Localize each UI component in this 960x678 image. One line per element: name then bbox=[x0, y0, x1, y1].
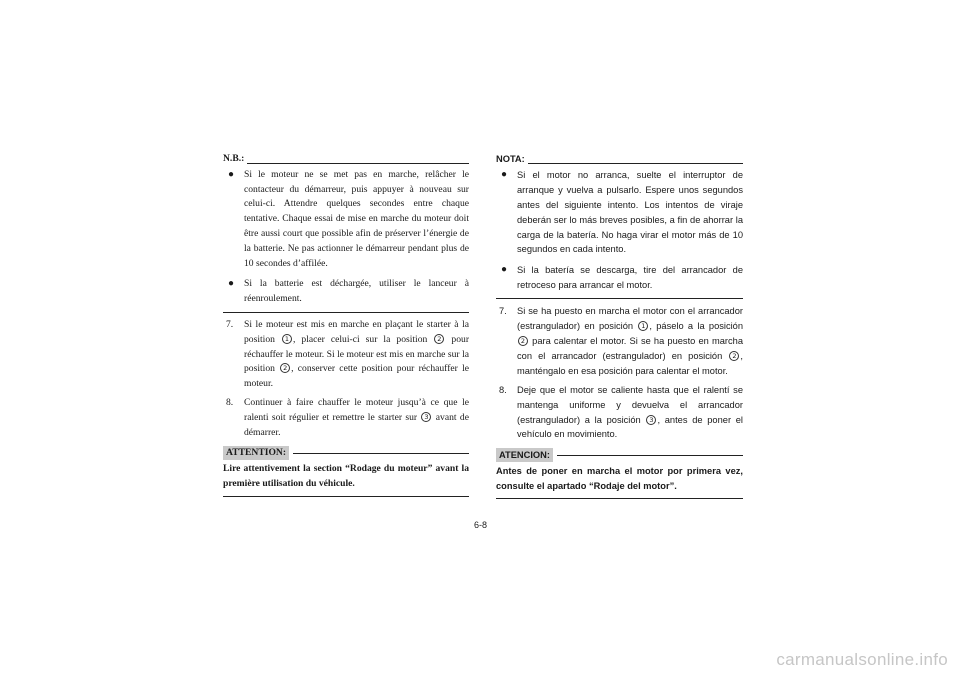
position-2-icon: 2 bbox=[434, 334, 444, 344]
fr-step-8-text-1: Continuer à faire chauffer le moteur jusqu’à ce que le ralenti soit régulier et remettre le starter sur bbox=[244, 396, 469, 423]
fr-step-7-text-1: Si le moteur est mis en marche en plaçant le starter à la position bbox=[244, 318, 469, 345]
fr-caution-rule bbox=[293, 453, 469, 454]
es-step-7-text-2: , páselo a la posición bbox=[649, 321, 744, 332]
es-note-header bbox=[496, 152, 743, 167]
fr-caution-header bbox=[223, 446, 469, 460]
fr-caution-text: Lire attentivement la section “Rodage du moteur” avant la première utilisation du véhicule. bbox=[223, 463, 469, 490]
es-step-8 bbox=[496, 383, 743, 443]
fr-step-7-text-4: , conserver cette position pour réchauffer le moteur. bbox=[244, 363, 469, 390]
es-step-7-text-4: , manténgalo en esa posición para calentar el motor. bbox=[517, 350, 743, 376]
es-note-bullet bbox=[496, 168, 743, 257]
spanish-column bbox=[496, 152, 743, 499]
es-caution-label: ATENCION: bbox=[496, 448, 553, 462]
fr-caution-end-rule bbox=[223, 496, 469, 497]
fr-note-bullet bbox=[223, 168, 469, 272]
es-step-7 bbox=[496, 304, 743, 379]
fr-note-bullet-text: Si la batterie est déchargée, utiliser le lanceur à réenroulement. bbox=[244, 278, 469, 305]
fr-step-7-text-3: pour réchauffer le moteur. Si le moteur est mis en marche sur la position bbox=[244, 333, 470, 375]
fr-step-7-text-2: , placer celui-ci sur la position bbox=[292, 333, 428, 345]
fr-step-7-number: 7. bbox=[226, 318, 234, 330]
es-step-8-number: 8. bbox=[499, 384, 507, 395]
es-caution-rule bbox=[557, 455, 743, 456]
position-1-icon: 1 bbox=[282, 334, 292, 344]
fr-note-label: N.B.: bbox=[223, 153, 245, 164]
fr-note-bullet-text: Si le moteur ne se met pas en marche, relâcher le contacteur du démarreur, puis appuyer à nouveau sur celui-ci. Attendre quelques secondes entre chaque tentative. Chaque essai de mise en marche du moteur doit être aussi court que possible afin de préserver l’énergie de la batterie. Ne pas actionner le démarreur pendant plus de 10 secondes d’affilée. bbox=[244, 168, 469, 269]
es-step-7-number: 7. bbox=[499, 306, 507, 317]
fr-caution-label: ATTENTION: bbox=[223, 446, 289, 460]
es-note-bullet-text: Si la batería se descarga, tire del arrancador de retroceso para arrancar el motor. bbox=[517, 265, 743, 291]
bullet-icon: ● bbox=[228, 168, 235, 180]
es-note-bullet-text: Si el motor no arranca, suelte el interruptor de arranque y vuelva a pulsarlo. Espere unos segundos antes del siguiente intento. Los intentos de viraje deberán ser lo más breves posibles, a fin de ahorrar la carga de la batería. No haga virar el motor más de 10 segundos en cada intento. bbox=[517, 169, 743, 255]
es-caution-text: Antes de poner en marcha el motor por primera vez, consulte el apartado “Rodaje del motor”. bbox=[496, 466, 743, 492]
page-number: 6-8 bbox=[474, 520, 488, 530]
watermark: carmanualsonline.info bbox=[776, 650, 948, 669]
position-1-icon: 1 bbox=[638, 321, 648, 331]
es-note-rule bbox=[528, 163, 743, 164]
bullet-icon: ● bbox=[501, 264, 508, 276]
position-3-icon: 3 bbox=[646, 415, 656, 425]
es-step-7-text-3: para calentar el motor. Si se ha puesto en marcha con el arrancador (estrangulador) en posición bbox=[517, 335, 743, 361]
es-step-8-text-2: , antes de poner el vehículo en movimiento. bbox=[517, 414, 743, 440]
es-note-label: NOTA: bbox=[496, 154, 525, 164]
fr-note-bullet bbox=[223, 277, 469, 307]
fr-note-rule bbox=[247, 163, 469, 164]
fr-step-8-text-2: avant de démarrer. bbox=[244, 411, 469, 438]
position-2-icon: 2 bbox=[518, 336, 528, 346]
fr-note-header bbox=[223, 152, 469, 167]
fr-step-8-number: 8. bbox=[226, 396, 234, 408]
position-3-icon: 3 bbox=[421, 412, 431, 422]
es-caution-header bbox=[496, 448, 743, 462]
fr-step-7 bbox=[223, 318, 469, 392]
french-column bbox=[223, 152, 469, 497]
es-note-bullet bbox=[496, 263, 743, 293]
es-caution-end-rule bbox=[496, 498, 743, 499]
position-2-icon: 2 bbox=[729, 351, 739, 361]
fr-note-end-rule bbox=[223, 312, 469, 313]
es-step-7-text-1: Si se ha puesto en marcha el motor con el arrancador (estrangulador) en posición bbox=[517, 306, 743, 332]
es-step-8-text-1: Deje que el motor se caliente hasta que el ralentí se mantenga uniforme y devuelva el arrancador (estrangulador) a la posición bbox=[517, 384, 743, 425]
es-note-end-rule bbox=[496, 298, 743, 299]
bullet-icon: ● bbox=[501, 168, 508, 180]
fr-step-8 bbox=[223, 396, 469, 440]
position-2-icon: 2 bbox=[280, 363, 290, 373]
bullet-icon: ● bbox=[228, 278, 235, 290]
